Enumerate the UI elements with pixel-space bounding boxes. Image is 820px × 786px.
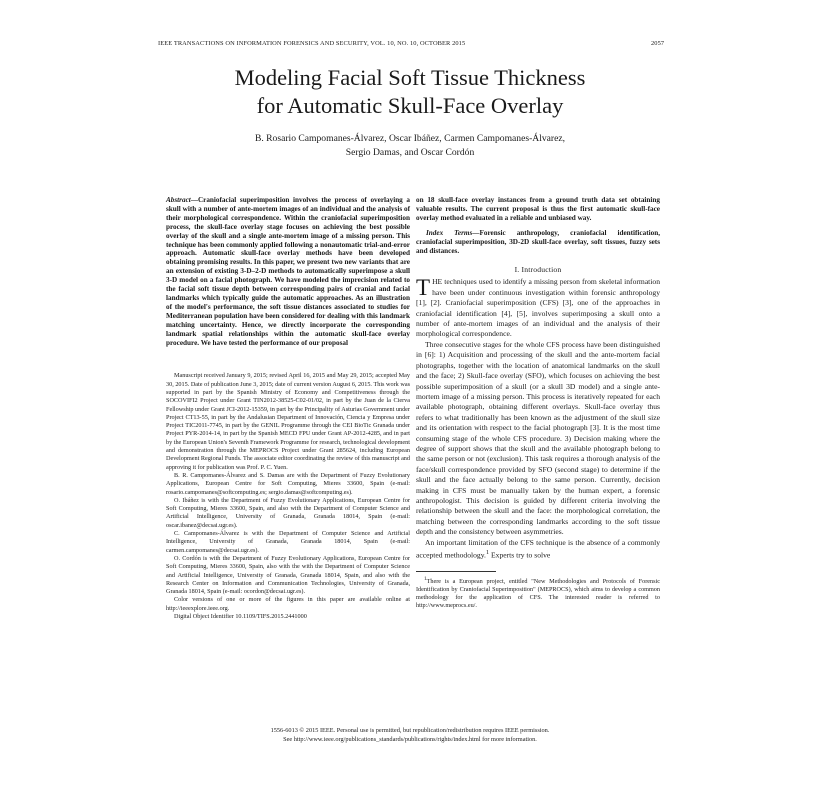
footnote-1	[416, 576, 660, 610]
abstract-label: Abstract	[166, 196, 191, 204]
copyright-notice	[160, 726, 660, 744]
introduction-body	[416, 277, 660, 561]
intro-paragraph-2: Three consecutive stages for the whole CFS process have been distinguished in [6]: 1) Acquisition and processing of the skull and the ante-mortem facial photographs, together with the location of anatomical landmarks on the skull and the face; 2) Skull-face overlay (SFO), which focuses on achieving the best possible superimposition of a skull (or a skull 3D model) and a single ante-mortem image of a missing person. This process is iteratively repeated for each available photograph, obtaining different overlays. Skull-face overlay thus refers to what traditionally has been known as the adjustment of the skull size and its orientation with respect to the facial photograph [3]. It is the most time consuming stage of the whole CFS procedure. 3) Decision making where the degree of support shows that the skull and the available photograph belong to the same person or not (exclusion). This task requires a thorough analysis of the face/skull correspondence provided by SFO (second stage) to determine if the skull and the face actually belong to the same person. Currently, decision making in CFS must be manually taken by the human expert, a forensic anthropologist. This decision is guided by different criteria involving the relationship between the skull and the face: the morphological correlation, the matching between the corresponding landmarks according to the soft tissue depth and the consistency between asymmetries.	[416, 339, 660, 537]
intro-paragraph-1	[416, 277, 660, 339]
footnote-author-2: O. Ibáñez is with the Department of Fuzzy Evolutionary Applications, European Centre for Soft Computing, Mieres 33600, Spain, and also with the Department of Computer Science and Artificial Intelligence, University of Granada, Granada 18014, Spain (e-mail: oscar.ibanez@decsai.ugr.es).	[166, 496, 410, 529]
footnote-marker: 1	[485, 549, 490, 556]
footnote-color-versions: Color versions of one or more of the figures in this paper are available online at http://ieeexplore.ieee.org.	[166, 596, 410, 612]
copyright-line-2: See http://www.ieee.org/publications_standards/publications/rights/index.html for more information.	[283, 736, 537, 743]
section-heading: I. Introduction	[514, 265, 562, 275]
footnote-1-mark: 1	[424, 575, 427, 582]
footnote-author-1: B. R. Campomanes-Álvarez and S. Damas are with the Department of Fuzzy Evolutionary Applications, European Centre for Soft Computing, Mieres 33600, Spain (e-mail: rosario.campomanes@softcomputing.es; sergio.damas@softcomputing.es).	[166, 471, 410, 496]
footnote-author-3: C. Campomanes-Álvarez is with the Department of Computer Science and Artificial Intelligence, University of Granada, Granada 18014, Spain (e-mail: carmen.campomanes@decsai.ugr.es).	[166, 530, 410, 554]
footnote-1-text: There is a European project, entitled "New Methodologies and Protocols of Forensic Identification by Craniofacial Superimposition" (MEPROCS), which aims to develop a common methodology for the application of CFS. The interested reader is referred to http://www.meprocs.eu/.	[416, 578, 660, 609]
paper-title	[160, 64, 660, 120]
intro-paragraph-3	[416, 538, 660, 561]
left-column	[166, 196, 410, 621]
footnote-manuscript: Manuscript received January 9, 2015; revised April 16, 2015 and May 29, 2015; accepted May 30, 2015. Date of publication June 3, 2015; date of current version August 6, 2015. This work was supported in part by the Spanish Ministry of Economy and Competitiveness through the SOCOVIFI2 Project under Grant TIN2012-38525-C02-01/02, in part by the Juan de la Cierva Fellowship under Grant JCI-2012-15359, in part by the Principality of Asturias Government under Project CT13-55, in part by the Andalusian Department of Innovación, Ciencia y Empresa under Project TIC2011-7745, in part by the GENIL Programme through the CEI BioTic Granada under Project PYR-2014-14, in part by the Spanish MECD FPU under Grant AP-2012-4285, and in part by the European Union's Seventh Framework Programme for research, technological development and demonstration through the MEPROCS Project under Grant 285624, including European Development Regional Funds. The associate editor coordinating the review of this manuscript and approving it for publication was Prof. P. C. Yuen.	[166, 372, 410, 471]
author-list	[160, 132, 660, 160]
index-terms-text: —Forensic anthropology, craniofacial identification, craniofacial superimposition, 3D-2D skull-face overlay, soft tissues, fuzzy sets and distances.	[416, 228, 660, 255]
footnote-divider	[416, 571, 496, 572]
abstract-continuation: on 18 skull-face overlay instances from a ground truth data set obtaining valuable results. The current proposal is thus the first automatic skull-face overlay method evaluated in a reliable and unbiased way.	[416, 196, 660, 222]
intro-paragraph-3-end: Experts try to solve	[489, 550, 551, 560]
running-header: IEEE TRANSACTIONS ON INFORMATION FORENSICS AND SECURITY, VOL. 10, NO. 10, OCTOBER 2015	[158, 40, 466, 47]
abstract-text: —Craniofacial superimposition involves the process of overlaying a skull with a number of ante-mortem images of an individual and the analysis of their morphological correspondence. Within the craniofacial superimposition process, the skull-face overlay stage focuses on achieving the best possible overlay of the skull and a single ante-mortem image of a missing person. This technique has been commonly applied following a nonautomatic trial-and-error approach. Automatic skull-face overlay methods have been developed obtaining promising results. In this paper, we present two new variants that are an extension of existing 3-D–2-D methods to automatically superimpose a skull 3-D model on a facial photograph. We have modeled the imprecision related to the facial soft tissue depth between corresponding pairs of cranial and facial landmarks which typically guide the automatic approaches. As an illustration of the model's performance, the soft tissue distances associated to studies for Mediterranean population have been considered for dealing with this landmark matching uncertainty. Hence, we directly incorporate the corresponding landmark spatial relationships within the automatic skull-face overlay procedure. We have tested the performance of our proposal	[166, 196, 410, 347]
drop-cap: T	[416, 275, 431, 301]
intro-paragraph-1-text: HE techniques used to identify a missing person from skeletal information have been under continuous investigation within forensic anthropology [1], [2]. Craniofacial superimposition (CFS) [3], one of the approaches in craniofacial identification [4], [5], involves superimposing a skull onto a number of ante-mortem images of an individual and the analysis of their morphological correspondence.	[416, 277, 660, 339]
authors-line-2: Sergio Damas, and Oscar Cordón	[345, 147, 475, 158]
abstract	[166, 196, 410, 347]
footnote-doi: Digital Object Identifier 10.1109/TIFS.2015.2441000	[174, 613, 307, 621]
copyright-line-1: 1556-6013 © 2015 IEEE. Personal use is permitted, but republication/redistribution requires IEEE permission.	[270, 727, 550, 734]
authors-line-1: B. Rosario Campomanes-Álvarez, Oscar Ibáñez, Carmen Campomanes-Álvarez,	[254, 133, 566, 144]
page-number: 2057	[651, 40, 665, 47]
column-footnote	[416, 576, 660, 610]
title-footnotes	[166, 372, 410, 621]
footnote-author-4: O. Cordón is with the Department of Fuzzy Evolutionary Applications, European Centre for Soft Computing, Mieres 33600, Spain, also with the with the Department of Computer Science and Artificial Intelligence, University of Granada, Granada 18014, Spain, and also with the Research Center on Information and Communication Technologies, University of Granada, Granada 18014, Spain (e-mail: ocordon@decsai.ugr.es).	[166, 554, 410, 596]
title-line-1: Modeling Facial Soft Tissue Thickness	[234, 65, 586, 90]
intro-paragraph-3-text: An important limitation of the CFS technique is the absence of a commonly accepted methodology.	[416, 537, 660, 560]
title-line-2: for Automatic Skull-Face Overlay	[256, 93, 564, 118]
index-terms	[416, 229, 660, 256]
right-column	[416, 196, 660, 610]
index-terms-label: Index Terms	[426, 228, 473, 237]
